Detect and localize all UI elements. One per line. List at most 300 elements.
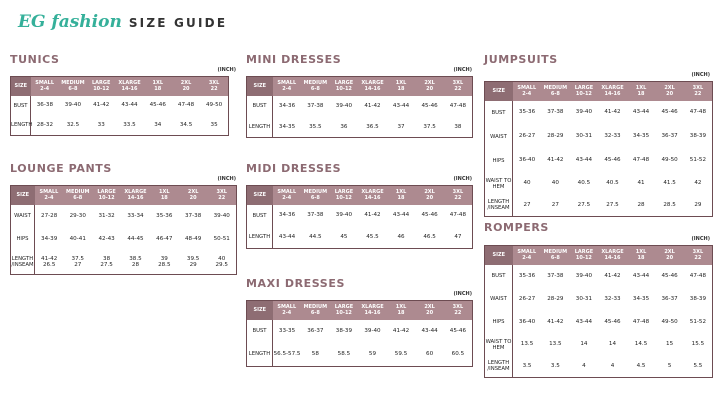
size-number: 20 — [426, 86, 434, 93]
size-name: LARGE — [574, 249, 594, 256]
unit-label: (INCH) — [453, 176, 472, 182]
size-number: 6-8 — [310, 86, 320, 93]
measurement-cell: 26-27 — [518, 295, 536, 302]
table-row — [485, 288, 713, 311]
measurement-cell: 59 — [368, 351, 377, 357]
size-name: 2XL — [664, 249, 675, 256]
size-column-label: SIZE — [247, 186, 273, 205]
size-number: 20 — [189, 195, 197, 202]
row-label: LENGTH — [247, 343, 273, 367]
size-header — [358, 186, 387, 205]
size-header — [387, 301, 416, 320]
measurement-cell: 37.5 27 — [71, 255, 84, 269]
size-name: 3XL — [452, 304, 464, 311]
measurement-cell: 38-39 — [689, 295, 707, 302]
measurement-cell: 47 — [454, 234, 462, 240]
measurement-cell: 49-50 — [661, 157, 678, 164]
size-header — [541, 246, 570, 265]
measurement-cell: 4 — [610, 363, 615, 369]
section-title: LOUNGE PANTS — [10, 162, 112, 175]
size-header — [330, 301, 359, 320]
measurement-cell: 4.5 — [636, 363, 646, 369]
row-label: WAIST TO HEM — [485, 173, 513, 195]
measurement-cell: 35 — [210, 122, 218, 128]
size-header — [444, 77, 473, 96]
size-header — [330, 77, 359, 96]
row-label: BUST — [247, 320, 273, 343]
size-column-label: SIZE — [11, 77, 31, 96]
size-number: 10-12 — [93, 86, 110, 93]
row-label: BUST — [11, 96, 31, 116]
size-name: SMALL — [35, 80, 55, 87]
size-number: 18 — [397, 195, 405, 202]
table-row — [485, 173, 713, 195]
measurement-cell: 45-46 — [421, 102, 438, 109]
section-maxi-dresses — [246, 277, 474, 372]
row-label: LENGTH — [247, 117, 273, 138]
measurement-cell: 45-46 — [661, 109, 678, 116]
size-header — [301, 77, 330, 96]
measurement-cell: 45 — [340, 234, 348, 240]
measurement-cell: 3.5 — [550, 363, 560, 369]
size-number: 10-12 — [575, 255, 592, 262]
row-label: WAIST — [11, 205, 35, 228]
measurement-cell: 43-44 — [421, 327, 438, 334]
size-header — [444, 186, 473, 205]
size-header — [541, 82, 570, 101]
table-row — [485, 311, 713, 334]
size-name: LARGE — [91, 80, 111, 87]
size-name: LARGE — [574, 85, 594, 92]
table-row — [247, 343, 473, 367]
size-name: XLARGE — [361, 80, 384, 87]
measurement-cell: 28-29 — [547, 133, 564, 140]
measurement-cell: 37 — [397, 123, 405, 130]
size-name: 2XL — [424, 189, 435, 196]
size-number: 2-4 — [282, 195, 292, 202]
measurement-cell: 50-51 — [213, 235, 230, 242]
measurement-cell: 30-31 — [575, 295, 593, 302]
size-name: LARGE — [97, 189, 116, 196]
measurement-cell: 3.5 — [522, 363, 532, 369]
size-header-row — [11, 186, 237, 205]
measurement-cell: 43-44 — [392, 212, 410, 219]
section-title: MIDI DRESSES — [246, 162, 342, 175]
measurement-cell: 45-46 — [604, 318, 621, 325]
size-number: 6-8 — [550, 255, 560, 262]
measurement-cell: 47-48 — [632, 157, 650, 164]
measurement-cell: 51-52 — [689, 318, 707, 325]
size-name: MEDIUM — [303, 80, 328, 87]
section-midi-dresses — [246, 162, 474, 252]
measurement-cell: 36-37 — [307, 327, 324, 334]
table-row — [485, 334, 713, 356]
size-header — [172, 77, 200, 96]
size-name: LARGE — [334, 189, 354, 196]
table-row — [485, 149, 713, 173]
measurement-cell: 34-36 — [278, 102, 296, 109]
measurement-cell: 36-37 — [661, 133, 678, 140]
measurement-cell: 58.5 — [337, 351, 351, 357]
size-header — [358, 77, 387, 96]
size-name: 2XL — [180, 80, 192, 87]
size-number: 18 — [160, 195, 168, 202]
size-header — [684, 82, 713, 101]
page-title: SIZE GUIDE — [128, 16, 228, 30]
measurement-cell: 59.5 — [394, 351, 408, 357]
size-number: 6-8 — [550, 91, 560, 98]
size-number: 14-16 — [364, 86, 381, 93]
measurement-cell: 43-44 — [392, 102, 410, 109]
measurement-cell: 38.5 28 — [129, 255, 142, 269]
size-header — [627, 246, 656, 265]
unit-label: (INCH) — [691, 72, 710, 78]
measurement-cell: 51-52 — [689, 157, 707, 164]
size-header-row — [247, 77, 473, 96]
size-name: 1XL — [635, 249, 647, 256]
measurement-cell: 43-44 — [632, 109, 650, 116]
measurement-cell: 39-40 — [335, 102, 353, 109]
measurement-cell: 36 — [340, 123, 348, 130]
measurement-cell: 48-49 — [185, 235, 202, 242]
measurement-cell: 47-48 — [632, 318, 650, 325]
size-header — [150, 186, 179, 205]
measurement-cell: 13.5 — [520, 341, 534, 348]
size-name: MEDIUM — [61, 80, 85, 87]
measurement-cell: 28-29 — [547, 295, 564, 302]
section-title: MINI DRESSES — [246, 53, 342, 66]
size-name: XLARGE — [124, 189, 147, 196]
brand-header — [18, 12, 227, 32]
measurement-cell: 47-48 — [689, 109, 707, 116]
size-header — [144, 77, 172, 96]
size-name: 3XL — [452, 189, 464, 196]
measurement-cell: 40.5 — [606, 180, 619, 187]
measurement-cell: 14.5 — [634, 341, 648, 348]
size-header — [627, 82, 656, 101]
row-label: LENGTH /INSEAM — [485, 356, 513, 378]
size-header — [415, 77, 444, 96]
measurement-cell: 35-36 — [518, 272, 536, 279]
measurement-cell: 27.5 — [606, 202, 619, 208]
measurement-cell: 32.5 — [66, 122, 80, 128]
measurement-cell: 44.5 — [309, 234, 322, 240]
size-name: 3XL — [216, 189, 227, 196]
size-number: 14-16 — [127, 195, 144, 202]
row-label: HIPS — [485, 311, 513, 334]
measurement-cell: 28.5 — [663, 202, 676, 208]
size-number: 10-12 — [335, 86, 352, 93]
table-row — [11, 96, 229, 116]
size-name: 1XL — [395, 304, 407, 311]
measurement-cell: 41-42 — [364, 102, 381, 109]
measurement-cell: 42 — [694, 180, 702, 187]
size-header — [31, 77, 59, 96]
unit-label: (INCH) — [453, 67, 472, 73]
size-number: 18 — [637, 255, 645, 262]
size-name: SMALL — [277, 80, 297, 87]
row-label: BUST — [485, 265, 513, 288]
measurement-cell: 41-42 26.5 — [41, 255, 58, 269]
measurement-cell: 45-46 — [149, 102, 166, 109]
size-column-label: SIZE — [247, 77, 273, 96]
measurement-cell: 46.5 — [423, 234, 436, 240]
size-number: 22 — [454, 86, 462, 93]
measurement-cell: 36-37 — [661, 295, 678, 302]
measurement-cell: 32-33 — [604, 295, 621, 302]
measurement-cell: 47-48 — [689, 272, 707, 279]
size-number: 14-16 — [604, 255, 621, 262]
table-row — [485, 125, 713, 149]
size-table — [484, 81, 713, 217]
row-label: BUST — [485, 101, 513, 125]
size-number: 22 — [694, 91, 702, 98]
size-header-row — [485, 246, 713, 265]
size-header — [179, 186, 208, 205]
measurement-cell: 27 — [523, 202, 531, 208]
size-number: 20 — [182, 86, 190, 93]
size-header — [655, 246, 684, 265]
section-mini-dresses — [246, 53, 474, 143]
measurement-cell: 5.5 — [693, 363, 703, 369]
measurement-cell: 60 — [426, 351, 434, 357]
measurement-cell: 41-42 — [392, 327, 410, 334]
size-column-label: SIZE — [11, 186, 35, 205]
size-header-row — [247, 301, 473, 320]
size-number: 22 — [694, 255, 702, 262]
size-table — [10, 76, 229, 136]
size-number: 20 — [426, 310, 434, 317]
size-header — [87, 77, 115, 96]
measurement-cell: 45-46 — [604, 157, 621, 164]
measurement-cell: 34-36 — [278, 212, 296, 219]
measurement-cell: 40 — [551, 180, 559, 187]
size-header — [358, 301, 387, 320]
size-number: 6-8 — [73, 195, 83, 202]
size-name: 3XL — [692, 85, 704, 92]
size-number: 18 — [397, 310, 405, 317]
measurement-cell: 46-47 — [156, 235, 173, 242]
measurement-cell: 27-28 — [41, 212, 58, 219]
measurement-cell: 43-44 — [278, 234, 296, 240]
size-name: 3XL — [208, 80, 220, 87]
size-name: SMALL — [517, 85, 537, 92]
measurement-cell: 35-36 — [156, 212, 173, 219]
size-header — [513, 246, 542, 265]
measurement-cell: 39-40 — [575, 109, 593, 116]
measurement-cell: 39 28.5 — [158, 255, 171, 269]
size-number: 22 — [218, 195, 226, 202]
size-header-row — [247, 186, 473, 205]
measurement-cell: 40 — [523, 180, 531, 187]
size-number: 18 — [637, 91, 645, 98]
measurement-cell: 5 — [667, 363, 672, 369]
measurement-cell: 39-40 — [575, 272, 593, 279]
size-name: 1XL — [159, 189, 170, 196]
row-label: BUST — [247, 205, 273, 227]
measurement-cell: 38 27.5 — [100, 255, 113, 269]
unit-label: (INCH) — [217, 176, 236, 182]
measurement-cell: 31-32 — [98, 212, 115, 219]
size-header — [115, 77, 143, 96]
size-number: 2-4 — [282, 86, 292, 93]
size-name: XLARGE — [601, 249, 624, 256]
measurement-cell: 40.5 — [577, 180, 591, 187]
row-label: LENGTH /INSEAM — [11, 251, 35, 275]
size-header — [387, 77, 416, 96]
measurement-cell: 33-35 — [278, 327, 296, 334]
size-number: 22 — [454, 310, 462, 317]
measurement-cell: 49-50 — [205, 102, 223, 109]
size-number: 10-12 — [335, 310, 352, 317]
size-header — [598, 82, 627, 101]
size-name: XLARGE — [361, 189, 384, 196]
measurement-cell: 49-50 — [661, 318, 678, 325]
size-header — [387, 186, 416, 205]
size-name: MEDIUM — [66, 189, 90, 196]
measurement-cell: 43-44 — [575, 318, 593, 325]
size-name: XLARGE — [118, 80, 141, 87]
size-number: 2-4 — [522, 91, 532, 98]
row-label: LENGTH /INSEAM — [485, 195, 513, 217]
measurement-cell: 45-46 — [449, 327, 467, 334]
size-name: LARGE — [334, 304, 354, 311]
table-row — [485, 356, 713, 378]
measurement-cell: 34-39 — [41, 235, 58, 242]
row-label: WAIST — [485, 125, 513, 149]
measurement-cell: 37-38 — [547, 109, 564, 116]
size-number: 20 — [666, 91, 674, 98]
measurement-cell: 34-35 — [632, 133, 650, 140]
size-name: SMALL — [39, 189, 59, 196]
measurement-cell: 32-33 — [604, 133, 621, 140]
size-number: 14-16 — [364, 310, 381, 317]
measurement-cell: 44-45 — [127, 235, 144, 242]
measurement-cell: 45-46 — [661, 272, 678, 279]
measurement-cell: 41-42 — [604, 109, 621, 116]
section-lounge-pants — [10, 162, 238, 277]
size-number: 2-4 — [44, 195, 54, 202]
measurement-cell: 47-48 — [449, 212, 467, 219]
brand-logo: EG fashion — [18, 12, 122, 32]
size-name: 3XL — [692, 249, 704, 256]
size-number: 14-16 — [364, 195, 381, 202]
size-name: XLARGE — [601, 85, 624, 92]
size-header — [415, 186, 444, 205]
table-row — [247, 96, 473, 117]
measurement-cell: 28 — [637, 202, 645, 208]
size-table — [484, 245, 713, 378]
measurement-cell: 34-35 — [278, 123, 296, 130]
size-name: LARGE — [334, 80, 354, 87]
measurement-cell: 43-44 — [632, 272, 650, 279]
measurement-cell: 36.5 — [366, 123, 379, 130]
size-name: 2XL — [424, 304, 435, 311]
unit-label: (INCH) — [217, 67, 236, 73]
size-name: SMALL — [277, 189, 297, 196]
size-column-label: SIZE — [485, 82, 513, 101]
section-jumpsuits — [484, 53, 712, 213]
table-row — [247, 227, 473, 249]
size-number: 10-12 — [575, 91, 592, 98]
size-name: XLARGE — [361, 304, 384, 311]
size-number: 18 — [154, 86, 162, 93]
measurement-cell: 27.5 — [577, 202, 591, 208]
measurement-cell: 13.5 — [549, 341, 562, 348]
table-row — [485, 101, 713, 125]
measurement-cell: 40 29.5 — [215, 255, 228, 269]
table-row — [11, 116, 229, 136]
measurement-cell: 39-40 — [213, 212, 230, 219]
measurement-cell: 26-27 — [518, 133, 536, 140]
measurement-cell: 41.5 — [663, 180, 676, 187]
size-header — [273, 301, 302, 320]
row-label: HIPS — [11, 228, 35, 251]
size-header — [121, 186, 150, 205]
size-header-row — [485, 82, 713, 101]
size-header — [598, 246, 627, 265]
table-row — [247, 320, 473, 343]
row-label: WAIST TO HEM — [485, 334, 513, 356]
measurement-cell: 56.5-57.5 — [273, 351, 301, 357]
size-name: 1XL — [635, 85, 647, 92]
measurement-cell: 28-32 — [36, 122, 54, 128]
size-header — [444, 301, 473, 320]
size-name: MEDIUM — [303, 189, 328, 196]
measurement-cell: 29-30 — [69, 212, 86, 219]
measurement-cell: 36-40 — [518, 157, 536, 164]
measurement-cell: 45.5 — [366, 234, 379, 240]
measurement-cell: 36-38 — [36, 102, 54, 109]
measurement-cell: 40-41 — [69, 235, 86, 242]
measurement-cell: 47-48 — [177, 102, 195, 109]
size-table — [246, 300, 473, 367]
size-table — [246, 76, 473, 138]
measurement-cell: 42-43 — [98, 235, 115, 242]
row-label: LENGTH — [11, 116, 31, 136]
measurement-cell: 34.5 — [179, 122, 193, 128]
measurement-cell: 41-42 — [604, 272, 621, 279]
measurement-cell: 41-42 — [93, 102, 110, 109]
measurement-cell: 41-42 — [547, 157, 564, 164]
measurement-cell: 37-38 — [547, 272, 564, 279]
table-row — [11, 205, 237, 228]
measurement-cell: 29 — [694, 202, 702, 208]
measurement-cell: 30-31 — [575, 133, 593, 140]
measurement-cell: 4 — [582, 363, 586, 369]
table-row — [11, 228, 237, 251]
size-header — [200, 77, 228, 96]
size-name: MEDIUM — [543, 249, 568, 256]
row-label: BUST — [247, 96, 273, 117]
size-header-row — [11, 77, 229, 96]
measurement-cell: 36-40 — [518, 318, 536, 325]
size-table — [246, 185, 473, 249]
row-label: HIPS — [485, 149, 513, 173]
section-rompers — [484, 221, 712, 381]
section-title: TUNICS — [10, 53, 60, 66]
size-name: 2XL — [664, 85, 675, 92]
size-number: 22 — [454, 195, 462, 202]
table-row — [485, 265, 713, 288]
size-header — [415, 301, 444, 320]
measurement-cell: 27 — [551, 202, 559, 208]
size-column-label: SIZE — [247, 301, 273, 320]
size-header — [273, 186, 302, 205]
measurement-cell: 37-38 — [185, 212, 202, 219]
size-header — [208, 186, 237, 205]
measurement-cell: 33-34 — [127, 212, 144, 219]
